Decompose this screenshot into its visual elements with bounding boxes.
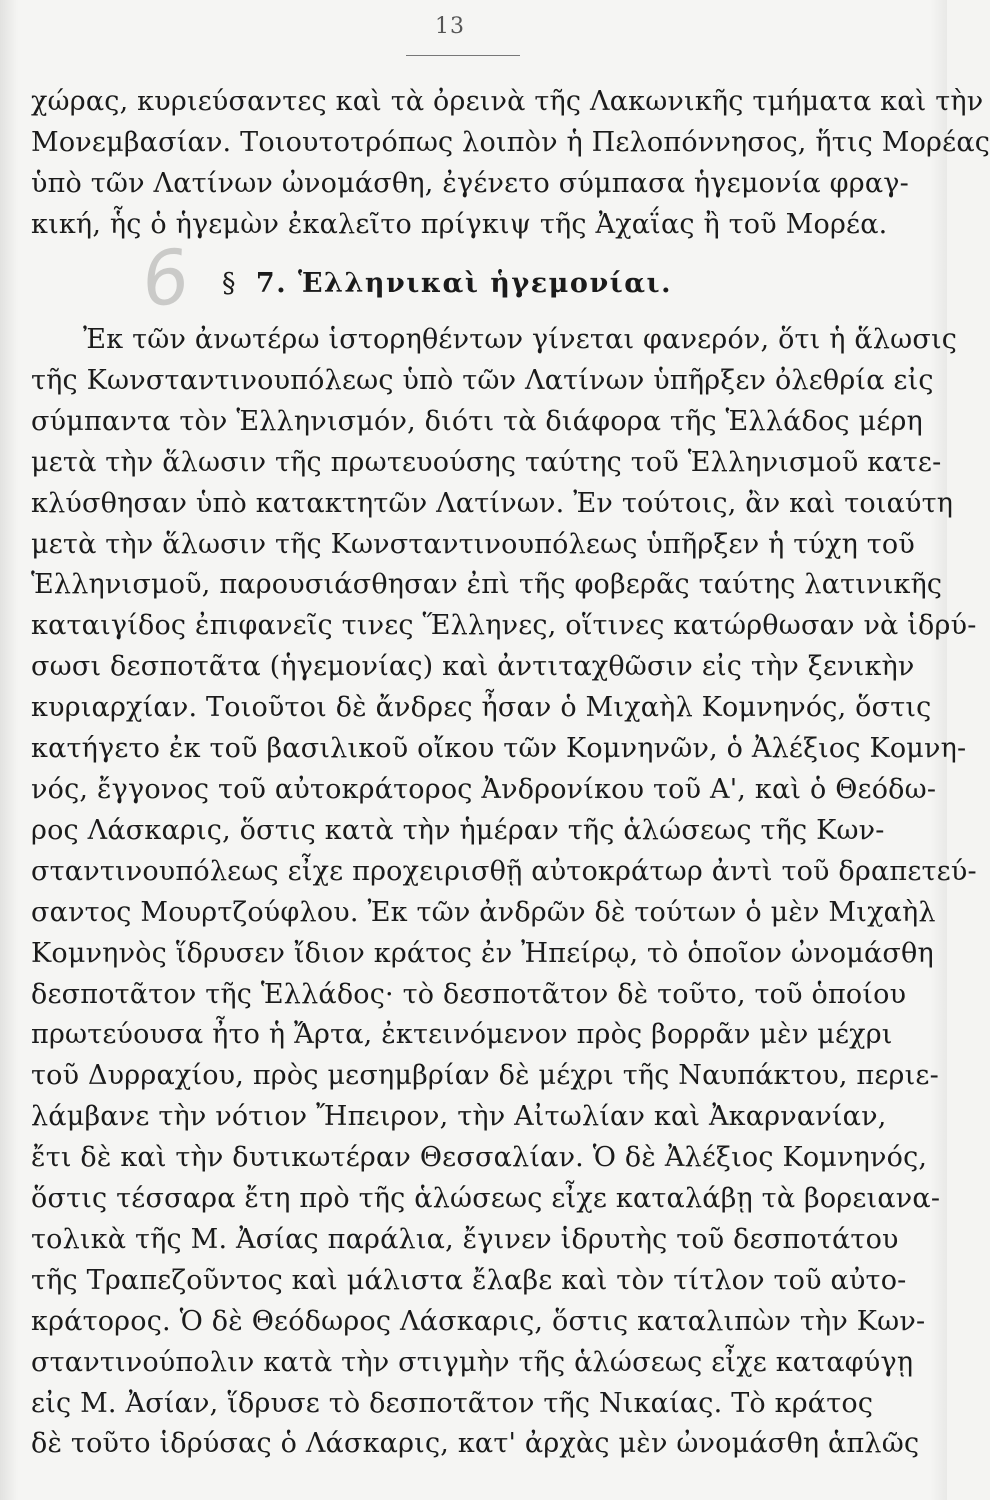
- text-line: τῆς Τραπεζοῦντος καὶ μάλιστα ἔλαβε καὶ τὸν τίτλον τοῦ αὐτο-: [31, 1264, 907, 1296]
- text-line: καταιγίδος ἐπιφανεῖς τινες Ἕλληνες, οἵτινες κατώρθωσαν νὰ ἱδρύ-: [31, 610, 977, 642]
- text-line: κλύσθησαν ὑπὸ κατακτητῶν Λατίνων. Ἐν τούτοις, ἂν καὶ τοιαύτη: [31, 487, 954, 519]
- text-line: σωσι δεσποτᾶτα (ἡγεμονίας) καὶ ἀντιταχθῶσιν εἰς τὴν ξενικὴν: [31, 651, 915, 683]
- text-line: ρος Λάσκαρις, ὅστις κατὰ τὴν ἡμέραν τῆς ἁλώσεως τῆς Κων-: [31, 814, 885, 846]
- text-line: Κομνηνὸς ἵδρυσεν ἴδιον κράτος ἐν Ἠπείρῳ, τὸ ὁποῖον ὠνομάσθη: [31, 937, 934, 969]
- text-line: σαντος Μουρτζούφλου. Ἐκ τῶν ἀνδρῶν δὲ τούτων ὁ μὲν Μιχαὴλ: [31, 896, 936, 928]
- text-line: πρωτεύουσα ἦτο ἡ Ἄρτα, ἐκτεινόμενον πρὸς βορρᾶν μὲν μέχρι: [31, 1019, 893, 1051]
- text-line: κράτορος. Ὁ δὲ Θεόδωρος Λάσκαρις, ὅστις καταλιπὼν τὴν Κων-: [31, 1305, 926, 1337]
- text-line: λάμβανε τὴν νότιον Ἤπειρον, τὴν Αἰτωλίαν καὶ Ἀκαρνανίαν,: [31, 1101, 887, 1133]
- section-title: 7. Ἑλληνικαὶ ἡγεμονίαι.: [255, 268, 672, 299]
- section-sign: §: [222, 268, 237, 299]
- pencil-margin-note: 6: [136, 233, 195, 325]
- text-line: κατήγετο ἐκ τοῦ βασιλικοῦ οἴκου τῶν Κομνηνῶν, ὁ Ἀλέξιος Κομνη-: [31, 733, 967, 765]
- text-line: δὲ τοῦτο ἱδρύσας ὁ Λάσκαρις, κατ' ἀρχὰς μὲν ὠνομάσθη ἁπλῶς: [31, 1428, 920, 1460]
- text-line: σταντινούπολιν κατὰ τὴν στιγμὴν τῆς ἁλώσεως εἶχε καταφύγῃ: [31, 1346, 914, 1378]
- text-line: νός, ἔγγονος τοῦ αὐτοκράτορος Ἀνδρονίκου τοῦ Α', καὶ ὁ Θεόδω-: [31, 773, 937, 805]
- paragraph-2: [31, 320, 977, 1465]
- text-line: μετὰ τὴν ἅλωσιν τῆς Κωνσταντινουπόλεως ὑπῆρξεν ἡ τύχη τοῦ: [31, 528, 915, 560]
- text-line: κυριαρχίαν. Τοιοῦτοι δὲ ἄνδρες ἦσαν ὁ Μιχαὴλ Κομνηνός, ὅστις: [31, 692, 932, 724]
- page-number-rule: [406, 55, 520, 56]
- text-line: σταντινουπόλεως εἶχε προχειρισθῇ αὐτοκράτωρ ἀντὶ τοῦ δραπετεύ-: [31, 855, 977, 887]
- text-line: μετὰ τὴν ἅλωσιν τῆς πρωτευούσης ταύτης τοῦ Ἑλληνισμοῦ κατε-: [31, 446, 942, 478]
- page-number: 13: [435, 14, 465, 39]
- paragraph-1: [31, 82, 990, 246]
- text-line: ὅστις τέσσαρα ἔτη πρὸ τῆς ἁλώσεως εἶχε καταλάβῃ τὰ βορειανα-: [31, 1183, 941, 1215]
- text-line: τοῦ Δυρραχίου, πρὸς μεσημβρίαν δὲ μέχρι τῆς Ναυπάκτου, περιε-: [31, 1060, 939, 1092]
- text-line: ἔτι δὲ καὶ τὴν δυτικωτέραν Θεσσαλίαν. Ὁ δὲ Ἀλέξιος Κομνηνός,: [31, 1142, 928, 1174]
- text-line: Ἐκ τῶν ἀνωτέρω ἱστορηθέντων γίνεται φανερόν, ὅτι ἡ ἅλωσις: [83, 324, 958, 355]
- text-line: Μονεμβασίαν. Τοιουτοτρόπως λοιπὸν ἡ Πελοπόννησος, ἥτις Μορέας: [31, 126, 990, 158]
- text-line: σύμπαντα τὸν Ἑλληνισμόν, διότι τὰ διάφορα τῆς Ἑλλάδος μέρη: [31, 405, 923, 437]
- text-line: χώρας, κυριεύσαντες καὶ τὰ ὀρεινὰ τῆς Λακωνικῆς τμήματα καὶ τὴν: [31, 86, 984, 117]
- section-heading: [222, 268, 742, 299]
- text-line: ὑπὸ τῶν Λατίνων ὠνομάσθη, ἐγένετο σύμπασα ἡγεμονία φραγ-: [31, 167, 909, 199]
- text-line: Ἑλληνισμοῦ, παρουσιάσθησαν ἐπὶ τῆς φοβερᾶς ταύτης λατινικῆς: [31, 569, 943, 601]
- text-line: τολικὰ τῆς Μ. Ἀσίας παράλια, ἔγινεν ἱδρυτὴς τοῦ δεσποτάτου: [31, 1223, 899, 1255]
- text-line: κική, ἧς ὁ ἡγεμὼν ἐκαλεῖτο πρίγκιψ τῆς Ἀχαΐας ἢ τοῦ Μορέα.: [31, 208, 888, 240]
- text-line: εἰς Μ. Ἀσίαν, ἵδρυσε τὸ δεσποτᾶτον τῆς Νικαίας. Τὸ κράτος: [31, 1387, 874, 1419]
- text-line: τῆς Κωνσταντινουπόλεως ὑπὸ τῶν Λατίνων ὑπῆρξεν ὀλεθρία εἰς: [31, 364, 934, 396]
- text-line: δεσποτᾶτον τῆς Ἑλλάδος· τὸ δεσποτᾶτον δὲ τοῦτο, τοῦ ὁποίου: [31, 978, 907, 1010]
